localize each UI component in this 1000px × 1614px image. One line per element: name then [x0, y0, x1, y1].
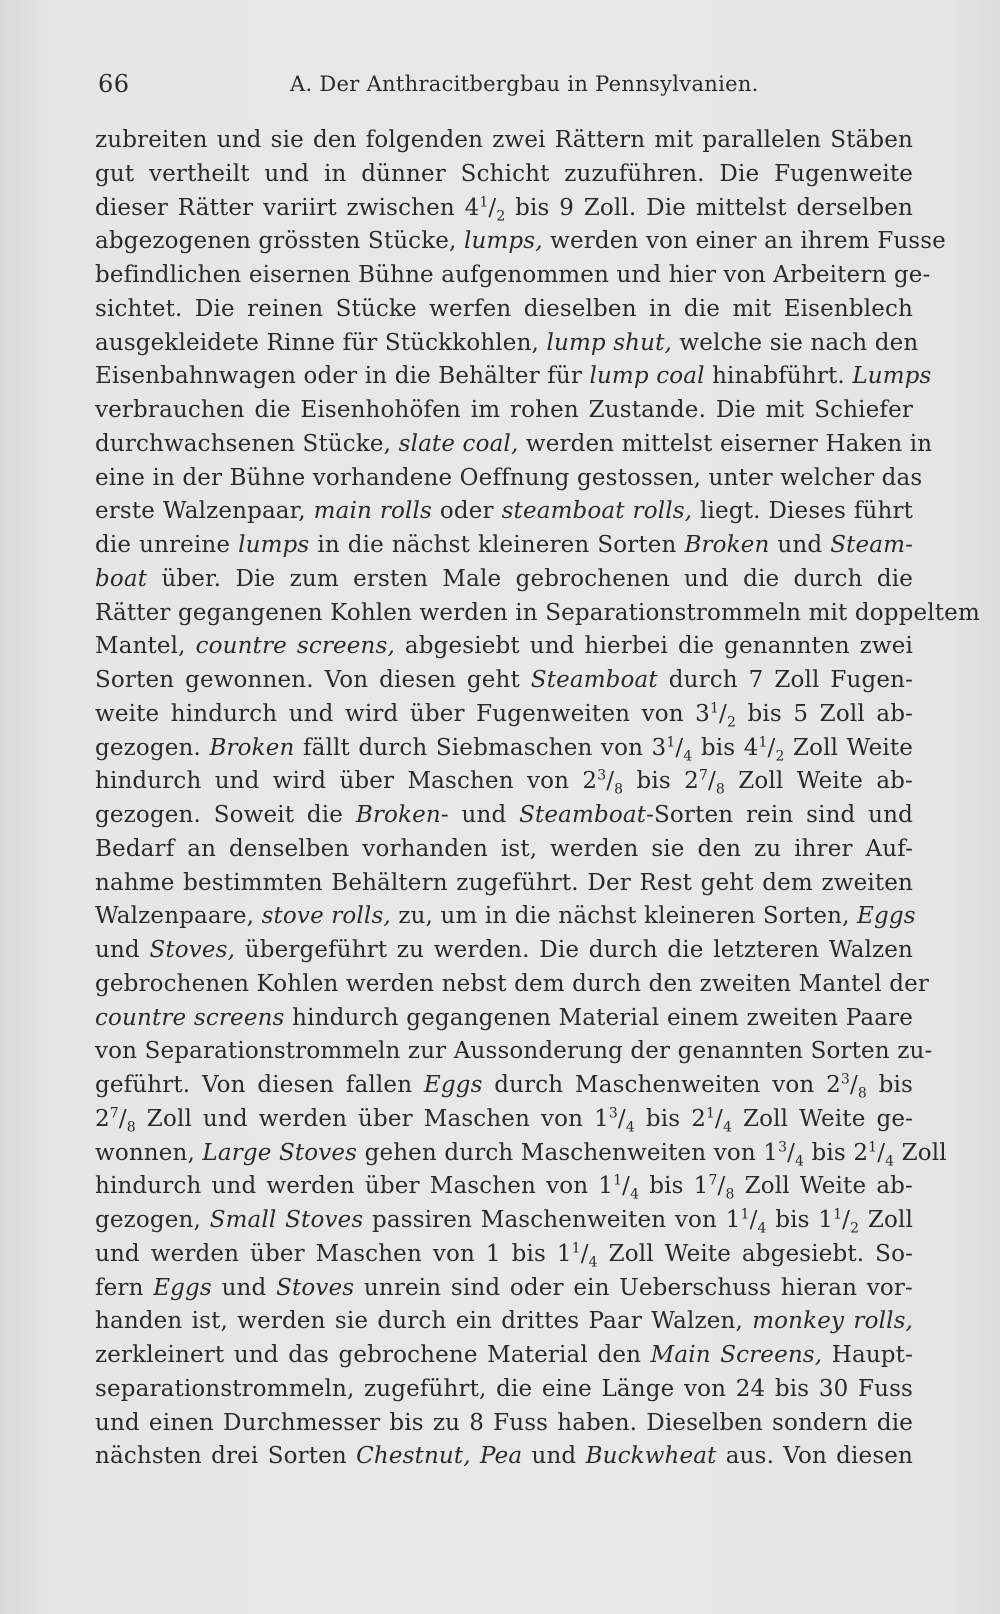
text-line: [95, 158, 913, 192]
fraction-numerator: 7: [109, 1105, 119, 1122]
text-run: /: [606, 768, 615, 795]
text-line: [95, 428, 933, 462]
text-line: [95, 968, 930, 1002]
italic-term: main rolls: [313, 498, 432, 525]
text-run: zerkleinert und das gebrochene Material den: [95, 1342, 651, 1368]
fraction-denominator: 2: [496, 208, 506, 225]
italic-term: lumps,: [463, 228, 543, 255]
italic-term: lump coal: [589, 363, 705, 390]
text-run: bis 2: [623, 768, 699, 795]
italic-term: Eggs: [423, 1072, 483, 1098]
italic-term: Steamboat: [530, 667, 658, 693]
text-line: [95, 867, 913, 901]
fraction-numerator: 7: [708, 1172, 718, 1189]
text-line: [95, 1103, 913, 1137]
text-run: /: [118, 1105, 127, 1132]
text-run: übergeführt zu werden. Die durch die letzteren Walzen: [235, 937, 913, 963]
text-run: in die nächst kleineren Sorten: [309, 532, 685, 558]
text-line: [95, 833, 913, 867]
text-run: bis: [866, 1072, 913, 1098]
text-line: [95, 259, 931, 293]
text-run: Mantel,: [95, 633, 196, 660]
text-run: die unreine: [95, 532, 239, 558]
text-line: [95, 327, 919, 361]
text-run: bis 5 Zoll ab-: [736, 700, 913, 727]
text-line: [95, 799, 913, 833]
text-run: Zoll Weite abgesiebt. So-: [597, 1240, 913, 1267]
text-run: gebrochenen Kohlen werden nebst dem durch den zweiten Mantel der: [95, 970, 930, 997]
text-line: [95, 1305, 913, 1339]
text-line: [95, 1339, 913, 1373]
italic-term: monkey rolls,: [752, 1308, 913, 1335]
text-run: Sorten gewonnen. Von diesen geht: [95, 667, 531, 693]
text-run: Zoll Weite ab-: [734, 1173, 913, 1200]
fraction-numerator: 1: [868, 1138, 878, 1155]
text-line: [95, 1272, 913, 1306]
text-run: /: [849, 1072, 858, 1098]
italic-term: Steamboat: [519, 802, 647, 828]
italic-term: Broken: [684, 532, 770, 558]
fraction-denominator: 8: [126, 1119, 136, 1136]
text-run: gehen durch Maschenweiten von 1: [357, 1139, 779, 1166]
fraction-denominator: 8: [614, 781, 624, 798]
italic-term: countre screens: [95, 1004, 285, 1031]
text-line: [95, 192, 913, 226]
fraction-numerator: 3: [840, 1071, 850, 1088]
text-run: Zoll: [859, 1207, 913, 1233]
text-line: [95, 1002, 913, 1036]
text-run: weite hindurch und wird über Fugenweiten von 3: [95, 700, 710, 727]
italic-term: Eggs: [153, 1274, 212, 1301]
italic-term: boat: [95, 565, 148, 592]
fraction-numerator: 1: [709, 700, 720, 717]
text-line: [95, 597, 980, 631]
fraction-numerator: 1: [571, 1240, 581, 1257]
text-line: [95, 462, 923, 496]
italic-term: Steam-: [830, 532, 913, 558]
italic-term: Lumps: [852, 363, 932, 390]
italic-term: Main Screens,: [650, 1342, 823, 1368]
fraction-denominator: 8: [725, 1186, 735, 1203]
italic-term: lump shut,: [546, 329, 672, 356]
text-run: geführt. Von diesen fallen: [95, 1072, 424, 1098]
text-run: und: [95, 937, 150, 963]
text-run: werden von einer an ihrem Fusse: [542, 228, 946, 255]
text-run: 2: [95, 1105, 110, 1132]
text-run: separationstrommeln, zugeführt, die eine Länge von 24 bis 30 Fuss: [95, 1375, 913, 1402]
fraction-denominator: 2: [726, 714, 737, 731]
text-line: [95, 900, 916, 934]
fraction-denominator: 4: [722, 1119, 733, 1136]
text-run: nächsten drei Sorten: [95, 1443, 357, 1470]
text-run: verbrauchen die Eisenhohöfen im rohen Zustande. Die mit Schiefer: [95, 397, 913, 423]
text-run: /: [767, 734, 776, 761]
text-run: passiren Maschenweiten von 1: [363, 1207, 741, 1233]
italic-term: Large Stoves: [202, 1139, 358, 1166]
text-run: durch Maschenweiten von 2: [482, 1072, 841, 1098]
text-run: Bedarf an denselben vorhanden ist, werden sie den zu ihrer Auf-: [95, 835, 913, 862]
text-run: oder: [431, 498, 502, 525]
fraction-numerator: 3: [597, 767, 607, 784]
page-number: 66: [98, 70, 130, 98]
fraction-numerator: 1: [740, 1206, 750, 1223]
text-run: fern: [95, 1274, 154, 1301]
text-run: Zoll Weite: [784, 734, 913, 761]
fraction-numerator: 1: [479, 193, 489, 210]
italic-term: Broken: [209, 734, 295, 761]
fraction-denominator: 4: [757, 1220, 767, 1237]
text-run: /: [580, 1240, 589, 1267]
text-line: [95, 1170, 913, 1204]
text-run: zu, um in die nächst kleineren Sorten,: [390, 903, 858, 930]
italic-term: Stoves,: [149, 937, 236, 963]
text-run: gezogen.: [95, 734, 210, 761]
text-run: /: [719, 700, 727, 727]
text-line: [95, 394, 913, 428]
text-run: sichtet. Die reinen Stücke werfen dieselben in die mit Eisenblech: [95, 295, 913, 322]
text-run: bis 2: [634, 1105, 706, 1132]
italic-term: Broken: [355, 802, 441, 828]
text-line: [95, 664, 913, 698]
italic-term: Chestnut, Pea: [356, 1443, 523, 1470]
fraction-denominator: 2: [775, 748, 785, 765]
text-run: und: [522, 1443, 586, 1470]
fraction-denominator: 4: [625, 1119, 635, 1136]
fraction-numerator: 1: [613, 1172, 623, 1189]
running-title: A. Der Anthracitbergbau in Pennsylvanien.: [290, 72, 759, 96]
text-run: handen ist, werden sie durch ein drittes Paar Walzen,: [95, 1308, 753, 1335]
text-line: [95, 630, 913, 664]
text-line: [95, 732, 913, 766]
text-run: Zoll und werden über Maschen von 1: [135, 1105, 609, 1132]
fraction-denominator: 4: [683, 748, 693, 765]
text-run: /: [787, 1139, 796, 1166]
fraction-numerator: 1: [833, 1206, 843, 1223]
text-run: und: [769, 532, 831, 558]
text-line: [95, 1069, 913, 1103]
text-run: werden mittelst eiserner Haken in: [518, 430, 933, 457]
text-line: [95, 124, 913, 158]
fraction-denominator: 4: [630, 1186, 640, 1203]
text-run: /: [717, 1173, 726, 1200]
text-line: [95, 698, 913, 732]
text-run: /: [877, 1139, 886, 1166]
fraction-denominator: 4: [885, 1153, 895, 1170]
text-line: [95, 495, 913, 529]
text-run: /: [675, 734, 684, 761]
text-run: Walzenpaare,: [95, 903, 262, 930]
text-line: [95, 360, 932, 394]
text-run: abgesiebt und hierbei die genannten zwei: [394, 633, 914, 660]
text-run: Zoll Weite ge-: [732, 1105, 913, 1132]
text-run: /: [488, 194, 497, 221]
text-run: /: [617, 1105, 626, 1132]
text-run: /: [622, 1173, 631, 1200]
text-run: gezogen,: [95, 1207, 210, 1233]
text-run: hindurch und wird über Maschen von 2: [95, 768, 598, 795]
italic-term: Small Stoves: [209, 1207, 364, 1233]
text-run: abgezogenen grössten Stücke,: [95, 228, 464, 255]
text-run: liegt. Dieses führt: [692, 498, 914, 525]
italic-term: steamboat rolls,: [501, 498, 693, 525]
body-text: [95, 124, 980, 1474]
text-line: [95, 1204, 913, 1238]
text-run: hindurch gegangenen Material einem zweiten Paare: [284, 1004, 913, 1031]
text-run: bis 2: [804, 1139, 869, 1166]
text-run: eine in der Bühne vorhandene Oeffnung gestossen, unter welcher das: [95, 464, 923, 491]
italic-term: Buckwheat: [585, 1443, 717, 1470]
text-run: von Separationstrommeln zur Aussonderung der genannten Sorten zu-: [95, 1038, 933, 1065]
text-line: [95, 529, 913, 563]
text-run: hinabführt.: [704, 363, 853, 390]
text-run: dieser Rätter variirt zwischen 4: [95, 194, 480, 221]
text-run: -Sorten rein sind und: [646, 802, 913, 828]
text-run: bis 1: [639, 1173, 709, 1200]
text-run: unrein sind oder ein Ueberschuss hieran vor-: [354, 1274, 913, 1301]
fraction-numerator: 3: [608, 1105, 618, 1122]
text-run: zubreiten und sie den folgenden zwei Rättern mit parallelen Stäben: [95, 127, 913, 153]
italic-term: stove rolls,: [261, 903, 391, 930]
text-run: /: [708, 768, 716, 795]
text-run: und einen Durchmesser bis zu 8 Fuss haben. Dieselben sondern die: [95, 1409, 913, 1436]
text-run: gezogen. Soweit die: [95, 802, 356, 828]
text-run: fällt durch Siebmaschen von 3: [294, 734, 667, 761]
page-header: [98, 70, 918, 104]
text-run: aus. Von diesen: [716, 1443, 913, 1470]
text-run: ausgekleidete Rinne für Stückkohlen,: [95, 329, 547, 356]
text-run: /: [749, 1207, 758, 1233]
fraction-denominator: 4: [795, 1153, 805, 1170]
italic-term: countre screens,: [195, 633, 395, 660]
text-line: [95, 765, 913, 799]
text-run: bis 1: [766, 1207, 834, 1233]
text-line: [95, 225, 946, 259]
text-run: Eisenbahnwagen oder in die Behälter für: [95, 363, 590, 390]
text-line: [95, 563, 913, 597]
fraction-numerator: 7: [698, 767, 708, 784]
text-line: [95, 293, 913, 327]
text-run: und werden über Maschen von 1 bis 1: [95, 1240, 572, 1267]
fraction-numerator: 1: [758, 733, 768, 750]
text-run: bis 4: [692, 734, 759, 761]
text-line: [95, 1035, 933, 1069]
italic-term: Eggs: [857, 903, 916, 930]
text-run: Rätter gegangenen Kohlen werden in Separationstrommeln mit doppeltem: [95, 599, 980, 626]
italic-term: lumps: [238, 532, 310, 558]
italic-term: slate coal,: [398, 430, 519, 457]
text-run: welche sie nach den: [671, 329, 919, 356]
text-run: gut vertheilt und in dünner Schicht zuzuführen. Die Fugenweite: [95, 160, 913, 187]
text-run: erste Walzenpaar,: [95, 498, 314, 525]
fraction-denominator: 8: [857, 1085, 867, 1102]
text-run: /: [842, 1207, 851, 1233]
text-run: befindlichen eisernen Bühne aufgenommen und hier von Arbeitern ge-: [95, 262, 931, 288]
fraction-denominator: 2: [850, 1220, 860, 1237]
text-line: [95, 1440, 913, 1474]
text-line: [95, 1137, 947, 1171]
text-run: Haupt-: [822, 1342, 913, 1368]
italic-term: Stoves: [276, 1274, 355, 1301]
text-run: und: [211, 1274, 277, 1301]
text-line: [95, 1407, 913, 1441]
text-run: über. Die zum ersten Male gebrochenen und die durch die: [147, 565, 913, 592]
fraction-numerator: 1: [666, 733, 676, 750]
text-run: hindurch und werden über Maschen von 1: [95, 1173, 614, 1200]
fraction-denominator: 4: [588, 1254, 598, 1271]
text-line: [95, 934, 913, 968]
text-run: - und: [440, 802, 520, 828]
text-run: durchwachsenen Stücke,: [95, 430, 399, 457]
fraction-numerator: 3: [778, 1138, 788, 1155]
text-run: Zoll: [894, 1139, 947, 1166]
fraction-numerator: 1: [705, 1105, 716, 1122]
text-run: /: [715, 1105, 723, 1132]
text-run: bis 9 Zoll. Die mittelst derselben: [505, 194, 913, 221]
text-line: [95, 1238, 913, 1272]
text-run: durch 7 Zoll Fugen-: [657, 667, 913, 693]
fraction-denominator: 8: [715, 781, 725, 798]
text-line: [95, 1373, 913, 1407]
text-run: Zoll Weite ab-: [724, 768, 913, 795]
text-run: wonnen,: [95, 1139, 203, 1166]
text-run: nahme bestimmten Behältern zugeführt. Der Rest geht dem zweiten: [95, 869, 913, 896]
